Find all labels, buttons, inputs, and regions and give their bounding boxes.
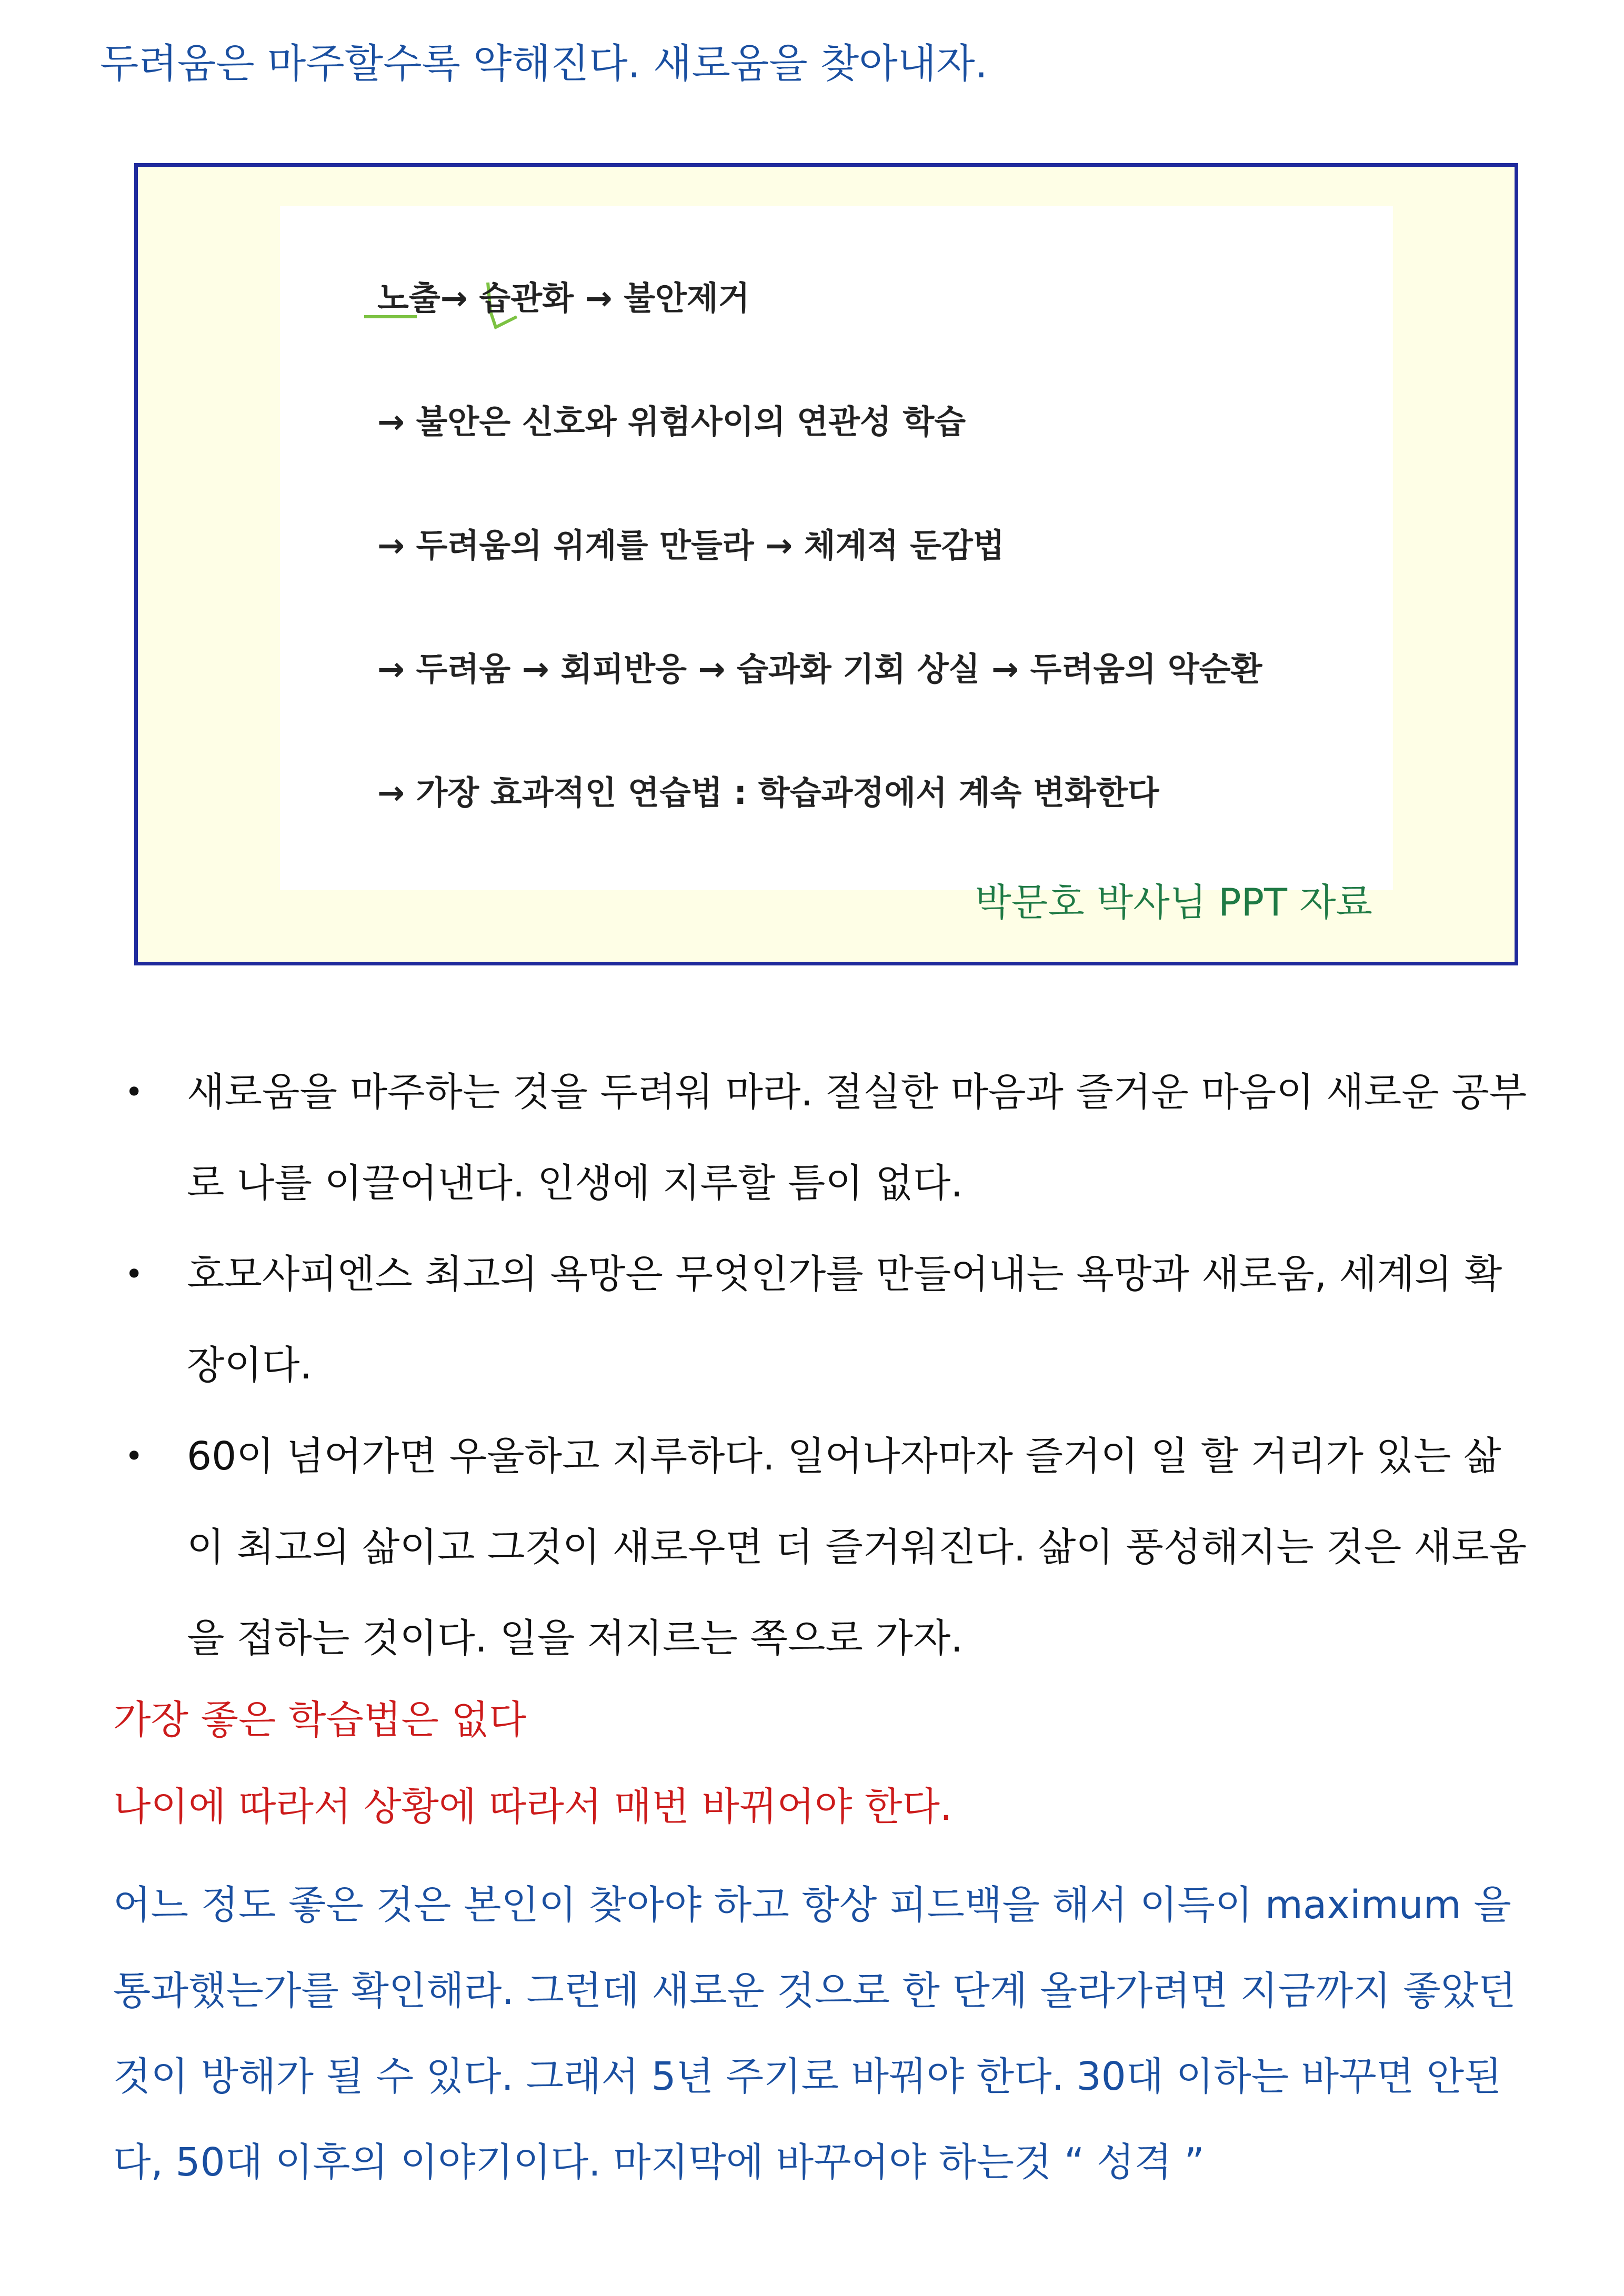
- bullet-item-3: [113, 1411, 1534, 1684]
- slide-image-frame: [134, 163, 1518, 965]
- bullet-marker: •: [125, 1256, 144, 1293]
- slide-line-4: → 두려움 → 회피반응 → 습과화 기회 상실 → 두려움의 악순환: [377, 650, 1262, 688]
- slide-line-3: → 두려움의 위계를 만들라 → 체계적 둔감법: [377, 526, 1005, 565]
- bullet-item-1: [113, 1047, 1534, 1229]
- page-heading: 두려움은 마주할수록 약해진다. 새로움을 찾아내자.: [100, 40, 988, 87]
- bullet-list: [113, 1047, 1534, 1684]
- bullet-text-1: 새로움을 마주하는 것을 두려워 마라. 절실한 마음과 즐거운 마음이 새로운 공부로 나를 이끌어낸다. 인생에 지루할 틈이 없다.: [187, 1070, 1527, 1206]
- blue-paragraph: 어느 정도 좋은 것은 본인이 찾아야 하고 항상 피드백을 해서 이득이 maximum 을 통과했는가를 확인해라. 그런데 새로운 것으로 한 단계 올라가려면 지금까지 좋았던 것이 방해가 될 수 있다. 그래서 5년 주기로 바꿔야 한다. 30대 이하는 바꾸면 안된다, 50대 이후의 이야기이다. 마지막에 바꾸어야 하는것 “ 성격 ”: [113, 1882, 1516, 2185]
- slide-line-2: → 불안은 신호와 위험사이의 연관성 학습: [377, 402, 966, 441]
- red-heading-line-2: 나이에 따라서 상황에 따라서 매번 바뀌어야 한다.: [113, 1784, 953, 1829]
- slide-line-1: 노출→ 습관화 → 불안제거: [377, 279, 750, 317]
- bullet-text-3: 60이 넘어가면 우울하고 지루하다. 일어나자마자 즐거이 일 할 거리가 있는 삶이 최고의 삶이고 그것이 새로우면 더 즐거워진다. 삶이 풍성해지는 것은 새로움을 접하는 것이다. 일을 저지르는 쪽으로 가자.: [187, 1434, 1527, 1661]
- slide-credit: 박문호 박사님 PPT 자료: [975, 880, 1372, 924]
- bullet-marker: •: [125, 1438, 144, 1475]
- bullet-item-2: [113, 1229, 1534, 1411]
- slide-line-5: → 가장 효과적인 연습법 : 학습과정에서 계속 변화한다: [377, 773, 1159, 812]
- slide-panel: [280, 206, 1393, 890]
- bullet-marker: •: [125, 1074, 144, 1111]
- red-heading-line-1: 가장 좋은 학습법은 없다: [113, 1697, 527, 1743]
- bullet-text-2: 호모사피엔스 최고의 욕망은 무엇인가를 만들어내는 욕망과 새로움, 세계의 확장이다.: [187, 1252, 1502, 1388]
